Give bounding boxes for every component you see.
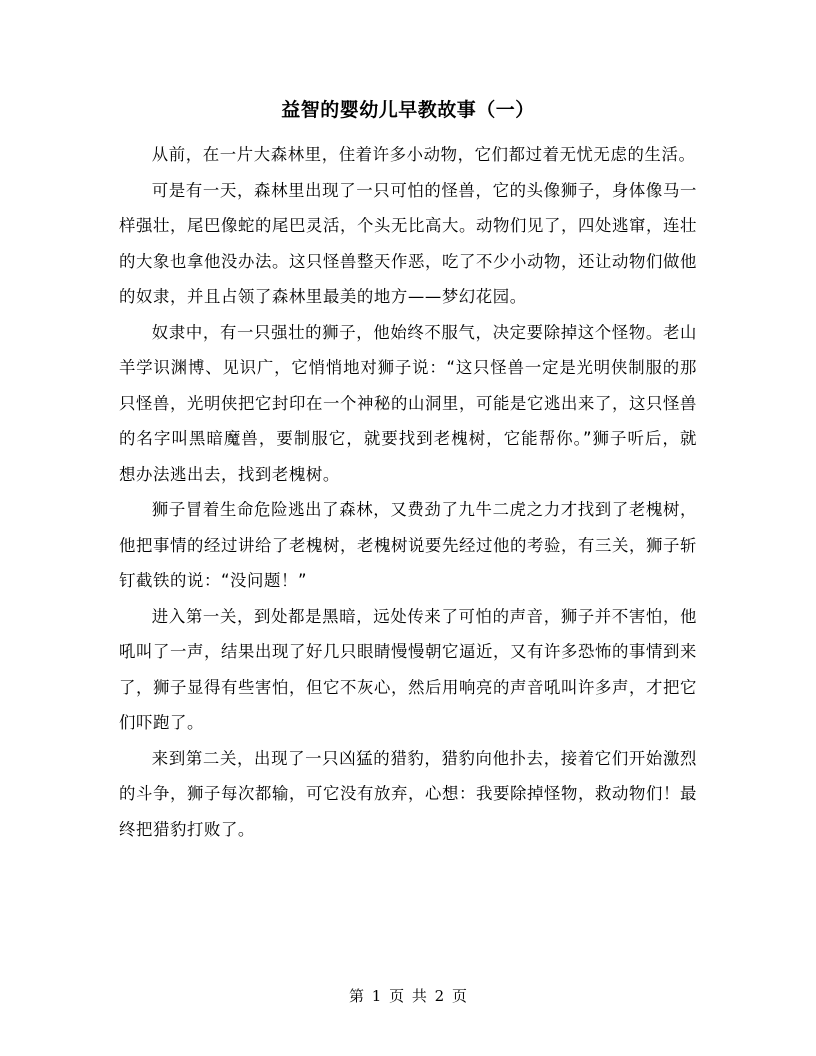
document-title: 益智的婴幼儿早教故事（一） [281,99,535,121]
paragraph: 来到第二关，出现了一只凶猛的猎豹，猎豹向他扑去，接着它们开始激烈的斗争，狮子每次都输，可它没有放弃，心想：我要除掉怪物，救动物们！最终把猎豹打败了。 [119,748,697,839]
paragraph: 奴隶中，有一只强壮的狮子，他始终不服气，决定要除掉这个怪物。老山羊学识渊博、见识广，它悄悄地对狮子说：“这只怪兽一定是光明侠制服的那只怪兽，光明侠把它封印在一个神秘的山洞里，可能是它逃出来了，这只怪兽的名字叫黑暗魔兽，要制服它，就要找到老槐树，它能帮你。”狮子听后，就想办法逃出去，找到老槐树。 [119,322,697,484]
paragraph: 从前，在一片大森林里，住着许多小动物，它们都过着无忧无虑的生活。 [151,145,696,164]
document-body [119,137,697,847]
paragraph: 狮子冒着生命危险逃出了森林，又费劲了九牛二虎之力才找到了老槐树，他把事情的经过讲给了老槐树，老槐树说要先经过他的考验，有三关，狮子斩钉截铁的说：“没问题！” [119,500,697,590]
paragraph: 可是有一天，森林里出现了一只可怕的怪兽，它的头像狮子，身体像马一样强壮，尾巴像蛇的尾巴灵活，个头无比高大。动物们见了，四处逃窜，连壮的大象也拿他没办法。这只怪兽整天作恶，吃了不少小动物，还让动物们做他的奴隶，并且占领了森林里最美的地方——梦幻花园。 [119,180,697,306]
paragraph: 进入第一关，到处都是黑暗，远处传来了可怕的声音，狮子并不害怕，他吼叫了一声，结果出现了好几只眼睛慢慢朝它逼近，又有许多恐怖的事情到来了，狮子显得有些害怕，但它不灰心，然后用响亮的声音吼叫许多声，才把它们吓跑了。 [119,606,697,732]
page-footer: 第 1 页 共 2 页 [349,987,467,1005]
